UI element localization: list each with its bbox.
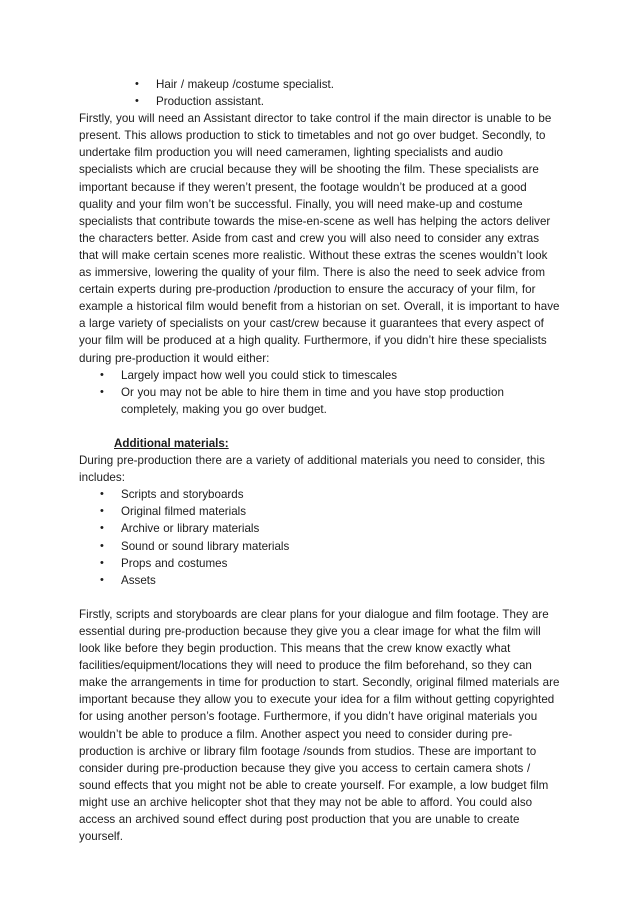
- list-item-label: Archive or library materials: [121, 522, 260, 536]
- bullet-icon: •: [100, 385, 104, 398]
- consequences-list: [79, 367, 560, 418]
- list-item: [100, 384, 560, 418]
- crew-roles-list: [79, 76, 560, 110]
- list-item: [100, 486, 560, 503]
- list-item-label: Props and costumes: [121, 556, 228, 570]
- bullet-icon: •: [100, 488, 104, 501]
- bullet-icon: •: [100, 573, 104, 586]
- paragraph-crew-specialists: Firstly, you will need an Assistant director to take control if the main director is unable to be present. This allows production to stick to timetables and not go over budget. Secondly, to undertake film production you will need cameramen, lighting specialists and audio specialists which are crucial because they will be shooting the film. These specialists are important because if they weren’t present, the footage wouldn’t be produced at a good quality and your film won’t be successful. Finally, you will need make-up and costume specialists that contribute towards the mise-en-scene as well has helping the actors deliver the characters better. Aside from cast and crew you will also need to consider any extras that will make certain scenes more realistic. Without these extras the scenes wouldn’t look as immersive, lowering the quality of your film. There is also the need to seek advice from certain experts during pre-production /production to ensure the accuracy of your film, for example a historical film would benefit from a historian on set. Overall, it is important to have a large variety of specialists on your cast/crew because it guarantees that every aspect of your film will be produced at a high quality. Furthermore, if you didn’t hire these specialists during pre-production it would either:: [79, 112, 560, 365]
- bullet-icon: •: [100, 522, 104, 535]
- list-item-label: Assets: [121, 573, 156, 587]
- list-item-label: Scripts and storyboards: [121, 488, 244, 502]
- list-item: [100, 367, 560, 384]
- list-item-label: Original filmed materials: [121, 505, 247, 519]
- paragraph-spacer: [79, 589, 560, 606]
- list-item-label: Or you may not be able to hire them in time and you have stop production completely, making you go over budget.: [121, 385, 504, 416]
- list-item-label: Sound or sound library materials: [121, 539, 290, 553]
- list-item: [100, 572, 560, 589]
- list-item-label: Production assistant.: [156, 95, 264, 109]
- paragraph-additional-materials-intro: During pre-production there are a variety of additional materials you need to consider, this includes:: [79, 454, 545, 485]
- bullet-icon: •: [135, 78, 139, 90]
- bullet-icon: •: [100, 539, 104, 552]
- bullet-icon: •: [100, 368, 104, 381]
- bullet-icon: •: [100, 556, 104, 569]
- bullet-icon: •: [100, 505, 104, 518]
- document-body: [79, 76, 560, 845]
- paragraph-spacer: [79, 418, 560, 435]
- list-item-label: Hair / makeup /costume specialist.: [156, 78, 334, 91]
- list-item: [100, 503, 560, 520]
- bullet-icon: •: [135, 95, 139, 108]
- section-heading-additional-materials: Additional materials:: [114, 436, 229, 450]
- list-item: [135, 76, 560, 93]
- paragraph-materials-explanation: Firstly, scripts and storyboards are clear plans for your dialogue and film footage. They are essential during pre-production because they give you a clear image for what the film will look like before they begin production. This means that the crew know exactly what facilities/equipment/locations they will need to produce the film beforehand, so they can make the arrangements in time for production to start. Secondly, original filmed materials are important because they allow you to execute your idea for a film without getting copyrighted for using another person’s footage. Furthermore, if you didn’t have original materials you wouldn’t be able to produce a film. Another aspect you need to consider during pre-production is archive or library film footage /sounds from studios. These are important to consider during pre-production because they give you access to certain camera shots / sound effects that you might not be able to create yourself. For example, a low budget film might use an archive helicopter shot that they may not be able to afford. You could also access an archived sound effect during post production that you are unable to create yourself.: [79, 607, 560, 844]
- list-item: [100, 555, 560, 572]
- list-item: [100, 538, 560, 555]
- list-item: [135, 93, 560, 110]
- materials-list: [79, 486, 560, 589]
- list-item: [100, 520, 560, 537]
- list-item-label: Largely impact how well you could stick to timescales: [121, 368, 398, 382]
